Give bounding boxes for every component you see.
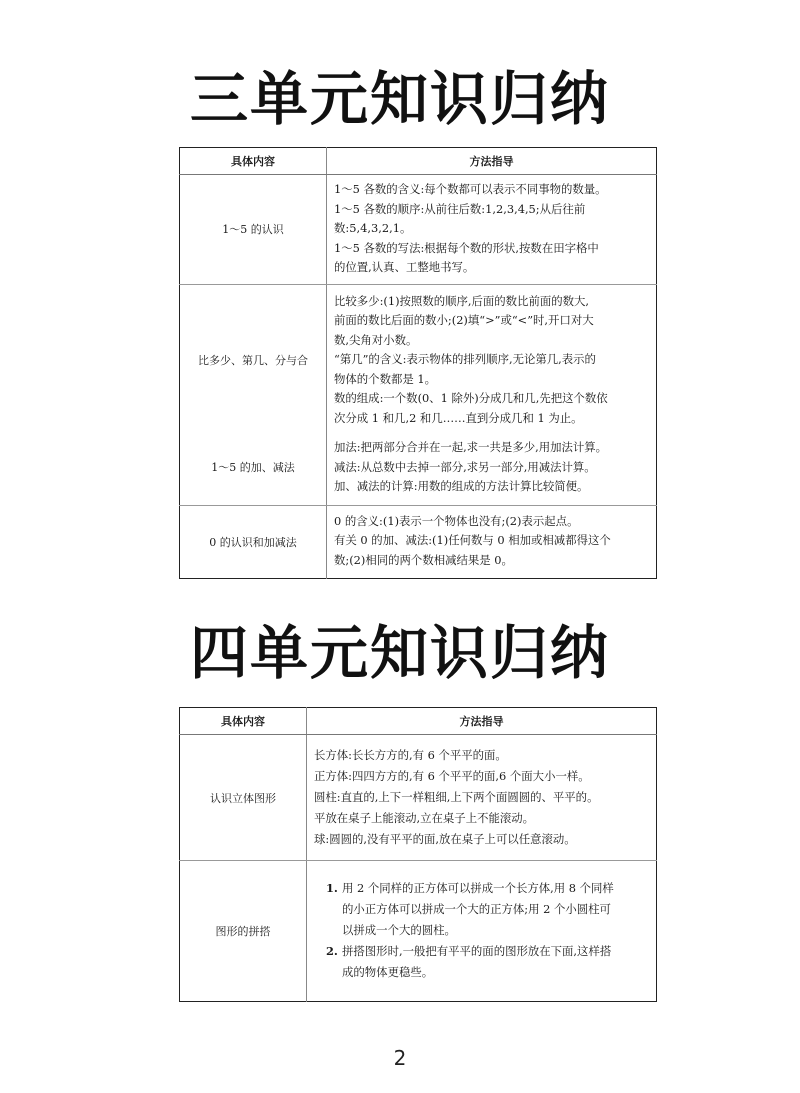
row-method [307,861,657,1002]
method-line: 0 的含义:(1)表示一个物体也没有;(2)表示起点。 [334,513,579,528]
row-method [327,284,657,505]
table-row [180,175,657,285]
row-topic: 1～5 的加、减法 [211,460,295,474]
unit3-header-content: 具体内容 [180,148,327,175]
row-topic: 图形的拼搭 [180,861,307,1002]
method-line: 数,尖角对小数。 [334,332,418,347]
method-line: 拼搭图形时,一般把有平平的面的图形放在下面,这样搭 [342,944,612,958]
method-line: 的小正方体可以拼成一个大的正方体;用 2 个小圆柱可 [342,902,611,916]
row-method [327,175,657,285]
method-line: 比较多少:(1)按照数的顺序,后面的数比前面的数大, [334,293,590,308]
row-method [307,735,657,861]
method-line: 数的组成:一个数(0、1 除外)分成几和几,先把这个数依 [334,391,608,405]
row-topic-cell [180,284,327,505]
method-line: 长方体:长长方方的,有 6 个平平的面。 [314,747,507,762]
table-row [180,284,657,505]
method-line: 以拼成一个大的圆柱。 [342,923,456,937]
method-line: 前面的数比后面的数小;(2)填“>”或“<”时,开口对大 [334,313,594,327]
row-topic: 1～5 的认识 [180,175,327,285]
method-line: 成的物体更稳些。 [342,965,434,979]
numbered-item [314,941,656,962]
row-topic: 0 的认识和加减法 [180,505,327,578]
page-number: 2 [393,1046,407,1070]
item-number: 1. [326,881,338,895]
row-topic: 认识立体图形 [180,735,307,861]
table-row [180,861,657,1002]
method-line: 的位置,认真、工整地书写。 [334,260,475,274]
unit4-header-content: 具体内容 [180,708,307,735]
method-line: 圆柱:直直的,上下一样粗细,上下两个面圆圆的、平平的。 [314,789,599,804]
unit3-header-method: 方法指导 [327,148,657,175]
method-line: 1～5 各数的顺序:从前往后数:1,2,3,4,5;从后往前 [334,201,586,216]
table-row [180,735,657,861]
unit3-title: 三单元知识归纳 [189,65,610,133]
row-method [327,505,657,578]
method-line: 减法:从总数中去掉一部分,求另一部分,用减法计算。 [334,459,596,474]
method-line: 有关 0 的加、减法:(1)任何数与 0 相加或相减都得这个 [334,533,611,548]
method-line: 平放在桌子上能滚动,立在桌子上不能滚动。 [314,810,535,825]
method-line: 加法:把两部分合并在一起,求一共是多少,用加法计算。 [334,440,608,454]
item-number: 2. [326,944,338,958]
method-line: 加、减法的计算:用数的组成的方法计算比较简便。 [334,479,589,493]
table-row [180,505,657,578]
method-line: 物体的个数都是 1。 [334,371,436,386]
row-topic: 比多少、第几、分与合 [198,353,308,367]
method-line: “第几”的含义:表示物体的排列顺序,无论第几,表示的 [334,352,596,366]
method-line: 用 2 个同样的正方体可以拼成一个长方体,用 8 个同样 [342,881,614,895]
unit3-table [179,147,657,579]
unit4-header-method: 方法指导 [307,708,657,735]
unit4-table [179,707,657,1002]
numbered-item [314,878,656,899]
method-line: 数;(2)相同的两个数相减结果是 0。 [334,552,513,567]
unit4-title: 四单元知识归纳 [189,619,610,687]
method-line: 数:5,4,3,2,1。 [334,221,412,235]
method-line: 正方体:四四方方的,有 6 个平平的面,6 个面大小一样。 [314,768,590,783]
method-line: 1～5 各数的写法:根据每个数的形状,按数在田字格中 [334,240,599,255]
method-line: 1～5 各数的含义:每个数都可以表示不同事物的数量。 [334,182,607,196]
method-line: 球:圆圆的,没有平平的面,放在桌子上可以任意滚动。 [314,831,576,846]
method-line: 次分成 1 和几,2 和几……直到分成几和 1 为止。 [334,410,583,425]
